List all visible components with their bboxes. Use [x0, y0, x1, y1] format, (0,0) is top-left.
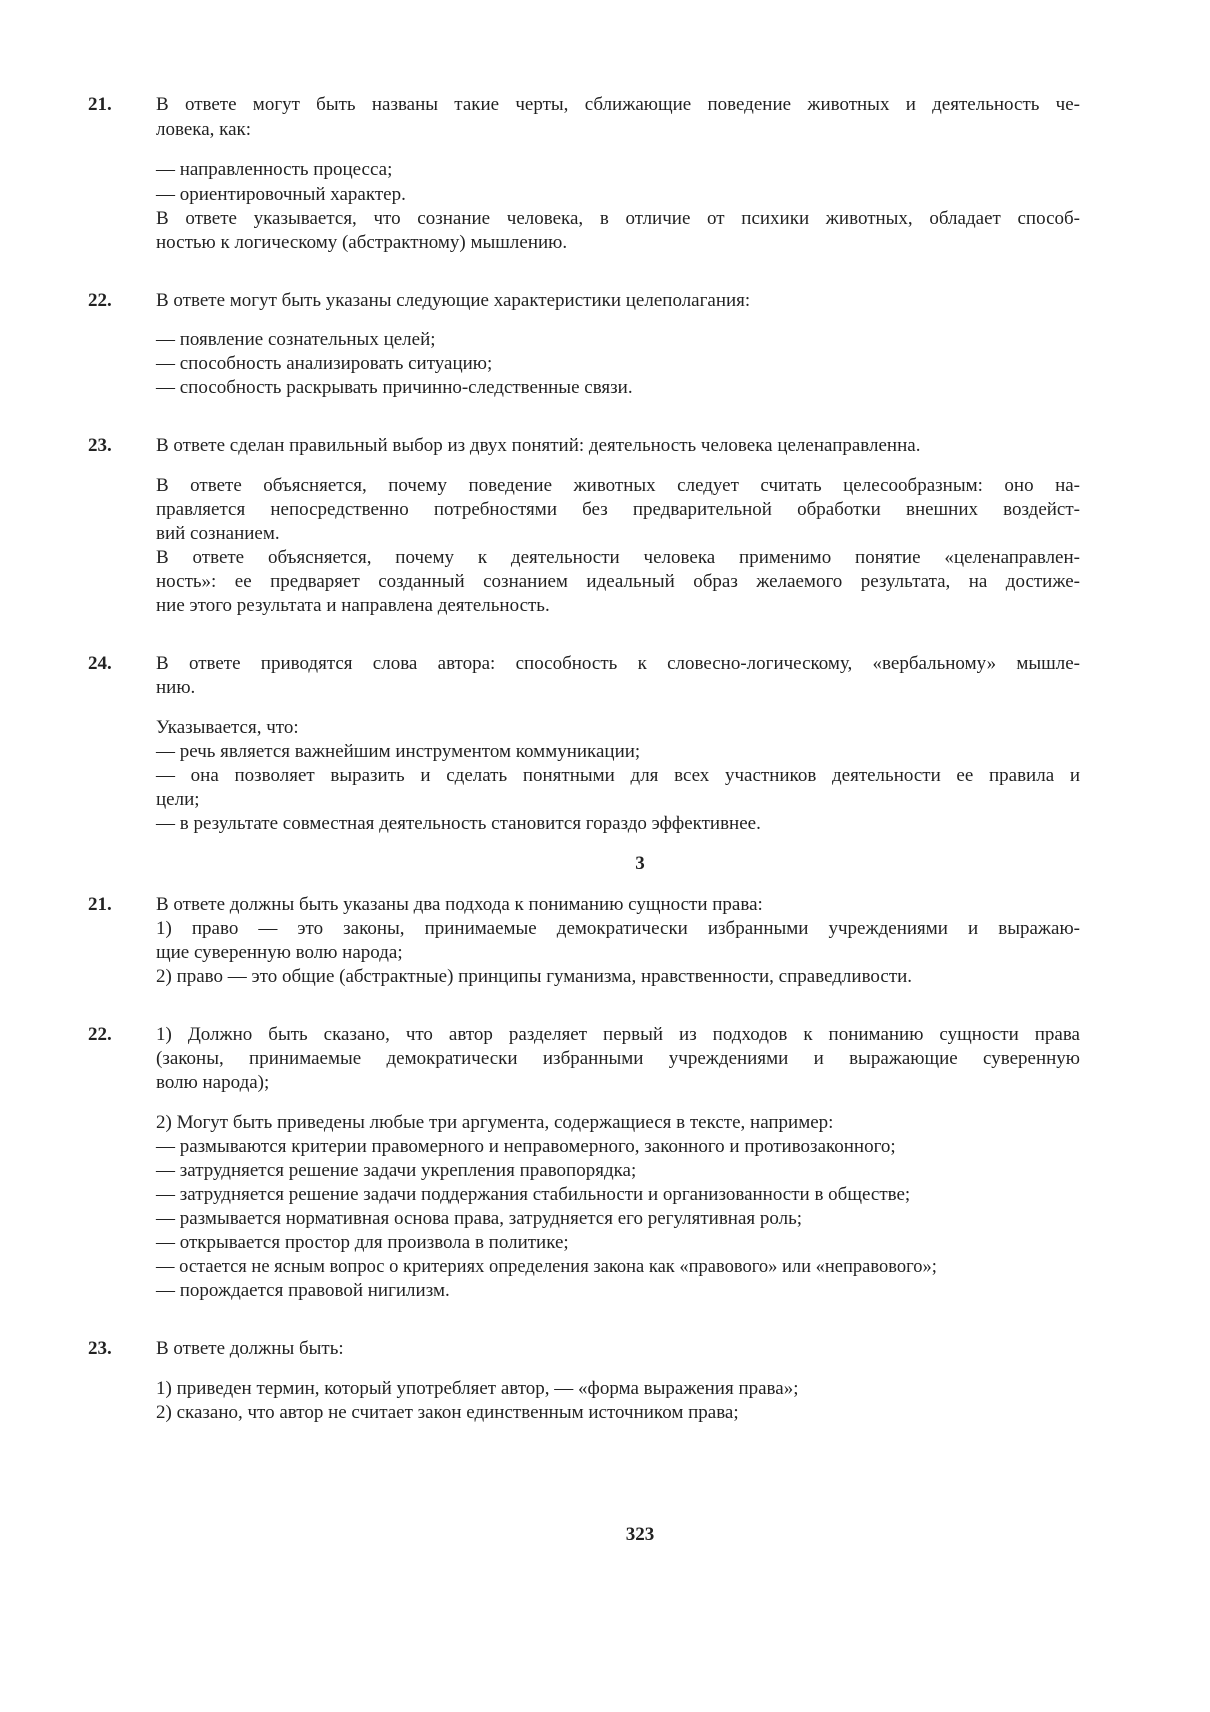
text-line: В ответе объясняется, почему поведение животных следует считать целесообразным: оно на- [156, 475, 1080, 496]
page-number: 323 [625, 1524, 655, 1545]
text-line: В ответе объясняется, почему к деятельности человека применимо понятие «целенаправлен- [156, 547, 1080, 568]
text-line: ностью к логическому (абстрактному) мышлению. [156, 232, 568, 253]
text-line: В ответе указывается, что сознание человека, в отличие от психики животных, обладает способ- [156, 208, 1080, 229]
list-item: — порождается правовой нигилизм. [156, 1280, 450, 1301]
text-line: нию. [156, 677, 196, 698]
text-line: Указывается, что: [156, 717, 299, 738]
list-item: — затрудняется решение задачи поддержания стабильности и организованности в обществе; [156, 1184, 911, 1205]
item-number: 22. [88, 1024, 112, 1045]
text-line: 1) Должно быть сказано, что автор разделяет первый из подходов к пониманию сущности права [156, 1024, 1080, 1045]
text-line: ловека, как: [156, 119, 252, 140]
text-line: (законы, принимаемые демократически избранными учреждениями и выражающие суверенную [156, 1048, 1080, 1069]
list-item: — размываются критерии правомерного и неправомерного, законного и противозаконного; [156, 1136, 896, 1157]
item-number: 21. [88, 894, 112, 915]
text-line: ность»: ее предваряет созданный сознанием идеальный образ желаемого результата, на достиже- [156, 571, 1080, 592]
text-line: правляется непосредственно потребностями без предварительной обработки внешних воздейст- [156, 499, 1080, 520]
list-item: — в результате совместная деятельность становится гораздо эффективнее. [156, 813, 761, 834]
section-label: 3 [635, 853, 645, 874]
item-number: 21. [88, 94, 112, 115]
list-item: — затрудняется решение задачи укрепления правопорядка; [156, 1160, 637, 1181]
list-item: 1) приведен термин, который употребляет автор, — «форма выражения права»; [156, 1378, 799, 1399]
list-item: 2) право — это общие (абстрактные) принципы гуманизма, нравственности, справедливости. [156, 966, 913, 987]
text-line: цели; [156, 789, 200, 810]
list-item: 2) сказано, что автор не считает закон единственным источником права; [156, 1402, 739, 1423]
list-item: — направленность процесса; [156, 159, 393, 180]
list-item: — речь является важнейшим инструментом коммуникации; [156, 741, 641, 762]
list-item: — остается не ясным вопрос о критериях определения закона как «правового» или «неправового»; [156, 1257, 937, 1277]
text-line: щие суверенную волю народа; [156, 942, 403, 963]
text-line: В ответе могут быть названы такие черты, сближающие поведение животных и деятельность че- [156, 94, 1080, 115]
list-item: — она позволяет выразить и сделать понятными для всех участников деятельности ее правила и [156, 765, 1080, 786]
text-line: вий сознанием. [156, 523, 280, 544]
text-line: ние этого результата и направлена деятельность. [156, 595, 550, 616]
list-item: — способность анализировать ситуацию; [156, 353, 493, 374]
text-line: волю народа); [156, 1072, 270, 1093]
text-line: 2) Могут быть приведены любые три аргумента, содержащиеся в тексте, например: [156, 1112, 834, 1133]
list-item: — способность раскрывать причинно-следственные связи. [156, 377, 633, 398]
text-line: В ответе должны быть: [156, 1338, 344, 1359]
item-number: 23. [88, 1338, 112, 1359]
list-item: — ориентировочный характер. [156, 184, 406, 205]
list-item: — размывается нормативная основа права, затрудняется его регулятивная роль; [156, 1208, 803, 1229]
text-line: В ответе сделан правильный выбор из двух понятий: деятельность человека целенаправленна. [156, 435, 921, 456]
text-line: В ответе приводятся слова автора: способность к словесно-логическому, «вербальному» мышле- [156, 653, 1080, 674]
item-number: 23. [88, 435, 112, 456]
list-item: — появление сознательных целей; [156, 329, 436, 350]
list-item: — открывается простор для произвола в политике; [156, 1232, 569, 1253]
list-item: 1) право — это законы, принимаемые демократически избранными учреждениями и выражаю- [156, 918, 1080, 939]
item-number: 22. [88, 290, 112, 311]
text-line: В ответе должны быть указаны два подхода к пониманию сущности права: [156, 894, 763, 915]
text-line: В ответе могут быть указаны следующие характеристики целеполагания: [156, 290, 751, 311]
item-number: 24. [88, 653, 112, 674]
